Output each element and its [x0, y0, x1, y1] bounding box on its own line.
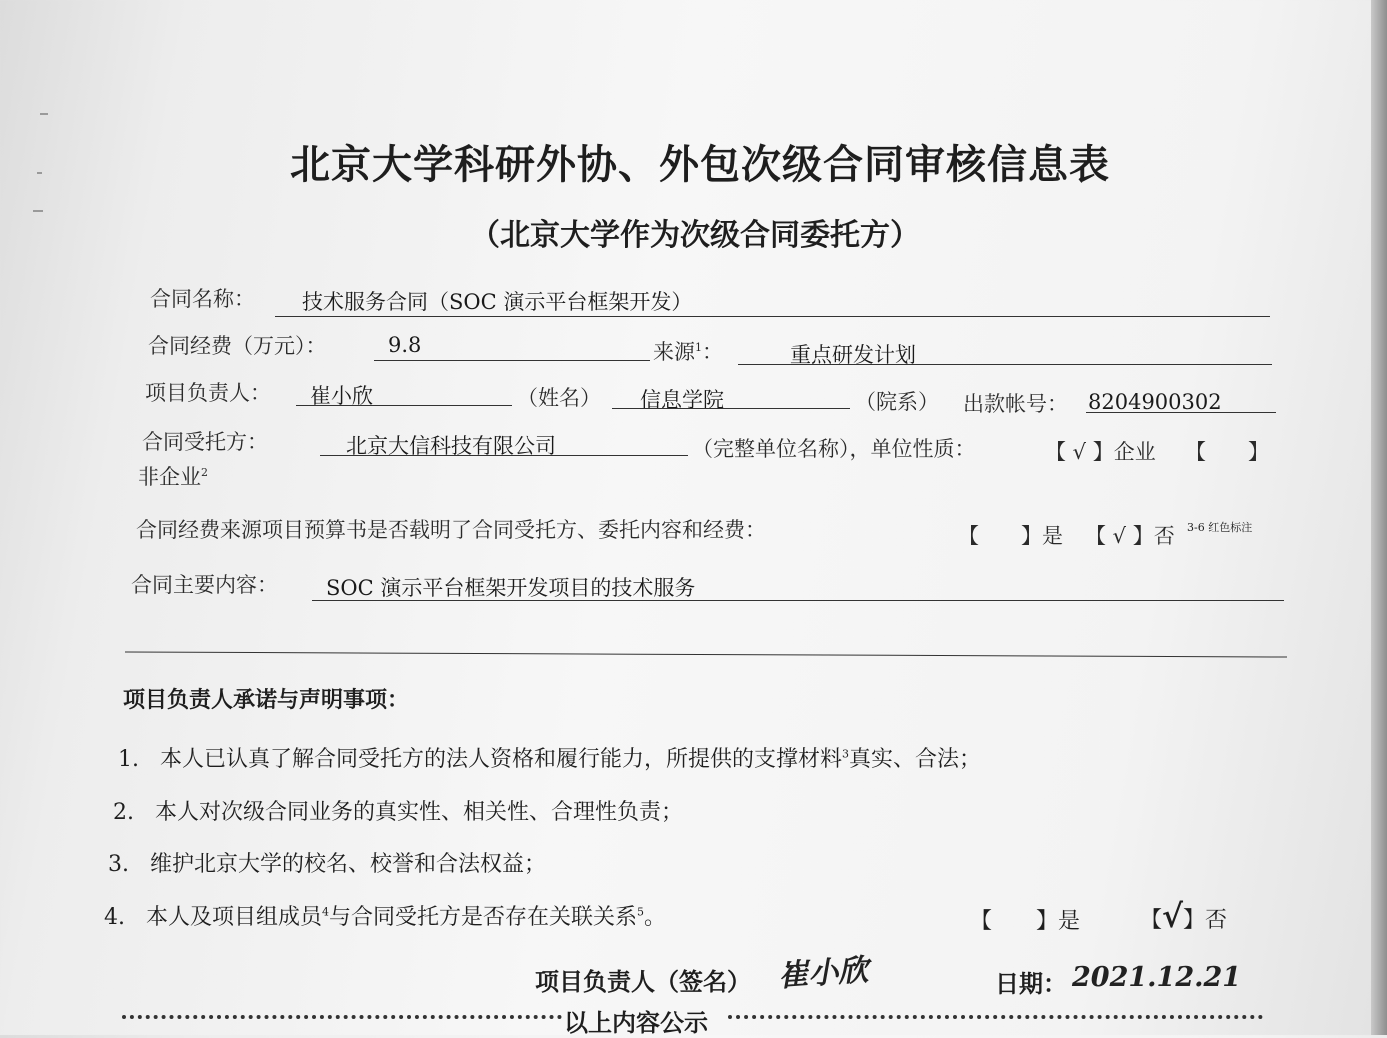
- trustee-type-enterprise: 【 √ 】企业: [1045, 440, 1156, 464]
- budget-option-yes: 【 】是: [958, 524, 1063, 548]
- date-label: 日期：: [995, 970, 1067, 998]
- footer-text: 以上内容公示: [564, 1009, 708, 1037]
- date-value: 2021.12.21: [1072, 962, 1242, 993]
- page-title: 北京大学科研外协、外包次级合同审核信息表: [290, 142, 1110, 188]
- footer-dots-right: [728, 1015, 1263, 1019]
- paper-mark: [33, 210, 43, 212]
- contract-fee-underline: [374, 360, 650, 361]
- pi-name-value: 崔小欣: [310, 384, 373, 408]
- pi-name-underline: [296, 405, 512, 406]
- pi-dept-hint: （院系）: [855, 390, 939, 414]
- trustee-underline: [320, 455, 688, 456]
- contract-name-underline: [275, 316, 1270, 317]
- relation-option-yes: 【 】是: [970, 909, 1081, 934]
- fee-source-value: 重点研发计划: [790, 343, 916, 367]
- main-content-value: SOC 演示平台框架开发项目的技术服务: [326, 576, 696, 600]
- trustee-type-non-bracket: 【 】: [1185, 440, 1269, 464]
- paper-mark: [40, 113, 48, 115]
- trustee-label: 合同受托方：: [142, 430, 268, 454]
- contract-name-value: 技术服务合同（SOC 演示平台框架开发）: [302, 290, 693, 314]
- checkmark-icon: √: [1162, 897, 1184, 935]
- commitment-item-3: 3. 维护北京大学的校名、校誉和合法权益；: [108, 852, 546, 877]
- contract-fee-value: 9.8: [388, 333, 422, 357]
- account-underline: [1086, 412, 1276, 413]
- footer-dots-left: [122, 1015, 562, 1019]
- pi-name-hint: （姓名）: [517, 386, 601, 410]
- account-value: 8204900302: [1088, 390, 1222, 414]
- trustee-value: 北京大信科技有限公司: [346, 434, 556, 458]
- main-content-underline: [312, 600, 1284, 601]
- contract-name-label: 合同名称：: [150, 287, 255, 311]
- commitment-item-4: 4. 本人及项目组成员$^4$与合同受托方是否存在关联关系$^5$。: [104, 905, 667, 930]
- pi-dept-value: 信息学院: [640, 388, 724, 412]
- commitment-heading: 项目负责人承诺与声明事项：: [123, 688, 410, 713]
- trustee-type-non-enterprise: 非企业$^2$: [138, 465, 208, 489]
- budget-question: 合同经费来源项目预算书是否载明了合同受托方、委托内容和经费：: [136, 518, 766, 542]
- account-label: 出款帐号：: [963, 392, 1068, 416]
- commitment-item-2: 2. 本人对次级合同业务的真实性、相关性、合理性负责；: [113, 800, 683, 825]
- signature-handwritten: 崔小欣: [777, 952, 870, 995]
- trustee-hint: （完整单位名称），单位性质：: [692, 437, 976, 461]
- page-subtitle: （北京大学作为次级合同委托方）: [470, 218, 920, 253]
- commitment-item-1: 1. 本人已认真了解合同受托方的法人资格和履行能力，所提供的支撑材料$^3$真实、合法；: [118, 747, 982, 772]
- paper-mark: [37, 172, 42, 174]
- page-edge: [1371, 0, 1387, 1035]
- main-content-label: 合同主要内容：: [131, 573, 278, 597]
- contract-fee-label: 合同经费（万元）：: [148, 334, 327, 358]
- budget-option-no: 【 √ 】否: [1085, 524, 1175, 548]
- relation-option-no: 【√】否: [1140, 897, 1228, 935]
- pi-dept-underline: [612, 408, 850, 409]
- signature-label: 项目负责人（签名）: [535, 968, 751, 996]
- fee-source-label: 来源$^1$：: [653, 340, 723, 364]
- main-content-underline-2: [125, 651, 1287, 657]
- budget-note: 3-6 红色标注: [1187, 521, 1253, 534]
- fee-source-underline: [738, 364, 1272, 365]
- pi-label: 项目负责人：: [145, 381, 271, 405]
